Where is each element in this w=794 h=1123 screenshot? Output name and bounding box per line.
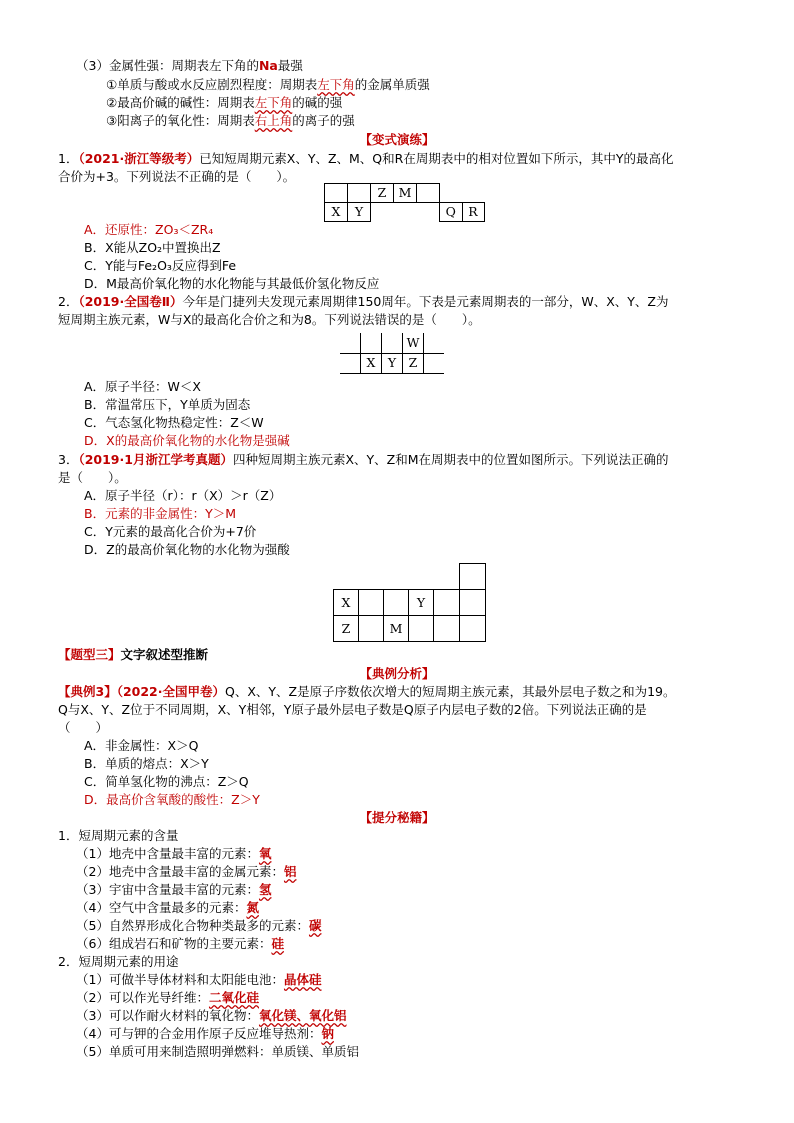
tips2-item: （3）可以作耐火材料的氧化物：氧化镁、氧化铝 — [76, 1008, 347, 1023]
q3-source: （2019·1月浙江学考真题） — [78, 452, 233, 467]
q2-cell-w: W — [403, 333, 424, 353]
tips1-title: 1．短周期元素的含量 — [58, 828, 179, 843]
q2-option-b: B．常温常压下，Y单质为固态 — [84, 397, 251, 412]
q3-cell-z: Z — [334, 616, 359, 642]
q2-option-a: A．原子半径：W＜X — [84, 379, 201, 394]
q1-cell-x: X — [325, 203, 348, 222]
type3-heading: 【题型三】文字叙述型推断 — [58, 647, 209, 662]
q3-stem-line2: 是（ ）。 — [58, 470, 127, 485]
tips1-item: （4）空气中含量最多的元素：氮 — [76, 900, 259, 915]
ex3-option-b: B．单质的熔点：X＞Y — [84, 756, 209, 771]
practice-header: 【变式演练】 — [359, 132, 435, 147]
q1-cell-m: M — [394, 184, 417, 203]
q1-periodic-table — [324, 183, 485, 222]
q1-option-d: D．M最高价氧化物的水化物能与其最低价氢化物反应 — [84, 276, 380, 291]
q3-cell-y: Y — [409, 590, 434, 616]
q1-option-c: C．Y能与Fe₂O₃反应得到Fe — [84, 258, 237, 273]
ex3-option-d: D．最高价含氧酸的酸性：Z＞Y — [84, 792, 260, 807]
q2-cell-x: X — [361, 353, 382, 373]
q1-stem-line2: 合价为+3。下列说法不正确的是（ ）。 — [58, 169, 296, 184]
q1-cell-r: R — [462, 203, 484, 222]
tips1-item: （6）组成岩石和矿物的主要元素：硅 — [76, 936, 284, 951]
q2-stem-line1: 2．（2019·全国卷Ⅱ）今年是门捷列夫发现元素周期律150周年。下表是元素周期表的一部分，W、X、Y、Z为 — [58, 294, 669, 309]
q2-periodic-table — [340, 333, 444, 374]
q3-cell-m: M — [384, 616, 409, 642]
tips2-item: （1）可做半导体材料和太阳能电池：晶体硅 — [76, 972, 322, 987]
q3-option-d: D．Z的最高价氧化物的水化物为强酸 — [84, 542, 290, 557]
tips1-item: （1）地壳中含量最丰富的元素：氧 — [76, 846, 272, 861]
q1-option-b: B．X能从ZO₂中置换出Z — [84, 240, 221, 255]
q1-source: （2021·浙江等级考） — [78, 151, 200, 166]
sec3-item-2: ②最高价碱的碱性：周期表左下角的碱的强 — [106, 95, 343, 110]
tips1-item: （3）宇宙中含量最丰富的元素：氢 — [76, 882, 272, 897]
ex3-stem-line1: 【典例3】（2022·全国甲卷）Q、X、Y、Z是原子序数依次增大的短周期主族元素，其最外层电子数之和为19。 — [58, 684, 676, 699]
sec3-heading: （3）金属性强：周期表左下角的Na最强 — [76, 58, 303, 73]
tips-header: 【提分秘籍】 — [359, 810, 435, 825]
q1-cell-y: Y — [348, 203, 371, 222]
q2-option-c: C．气态氢化物热稳定性：Z＜W — [84, 415, 264, 430]
q3-option-a: A．原子半径（r）：r（X）＞r（Z） — [84, 488, 282, 503]
q2-source: （2019·全国卷Ⅱ） — [78, 294, 183, 309]
q3-option-b: B．元素的非金属性：Y＞M — [84, 506, 236, 521]
tips2-item: （5）单质可用来制造照明弹燃料：单质镁、单质铝 — [76, 1044, 359, 1059]
example-header: 【典例分析】 — [359, 666, 435, 681]
ex3-stem-line3: （ ） — [58, 720, 109, 735]
q3-periodic-table — [333, 563, 486, 642]
ex3-source: （2022·全国甲卷） — [116, 684, 225, 699]
ex3-option-c: C．简单氢化物的沸点：Z＞Q — [84, 774, 249, 789]
q1-cell-q: Q — [440, 203, 463, 222]
q3-option-c: C．Y元素的最高化合价为+7价 — [84, 524, 257, 539]
q2-cell-z: Z — [403, 353, 424, 373]
sec3-item-1: ①单质与酸或水反应剧烈程度：周期表左下角的金属单质强 — [106, 77, 430, 92]
tips2-item: （4）可与钾的合金用作原子反应堆导热剂：钠 — [76, 1026, 334, 1041]
tips1-item: （5）自然界形成化合物种类最多的元素：碳 — [76, 918, 322, 933]
q1-cell-z: Z — [371, 184, 394, 203]
sec3-item-3: ③阳离子的氧化性：周期表右上角的离子的强 — [106, 113, 355, 128]
tips1-item: （2）地壳中含量最丰富的金属元素：铝 — [76, 864, 297, 879]
q2-cell-y: Y — [382, 353, 403, 373]
tips2-item: （2）可以作光导纤维：二氧化硅 — [76, 990, 259, 1005]
tips2-title: 2．短周期元素的用途 — [58, 954, 179, 969]
ex3-option-a: A．非金属性：X＞Q — [84, 738, 199, 753]
ex3-stem-line2: Q与X、Y、Z位于不同周期，X、Y相邻，Y原子最外层电子数是Q原子内层电子数的2倍。下列说法正确的是 — [58, 702, 647, 717]
q2-stem-line2: 短周期主族元素，W与X的最高化合价之和为8。下列说法错误的是（ ）。 — [58, 312, 481, 327]
q3-cell-x: X — [334, 590, 359, 616]
q2-option-d: D．X的最高价氧化物的水化物是强碱 — [84, 433, 290, 448]
q3-stem-line1: 3．（2019·1月浙江学考真题）四种短周期主族元素X、Y、Z和M在周期表中的位置如图所示。下列说法正确的 — [58, 452, 669, 467]
q1-option-a: A．还原性：ZO₃＜ZR₄ — [84, 222, 214, 237]
na-symbol: Na — [258, 58, 278, 73]
q1-stem-line1: 1．（2021·浙江等级考）已知短周期元素X、Y、Z、M、Q和R在周期表中的相对位置如下所示，其中Y的最高化 — [58, 151, 674, 166]
